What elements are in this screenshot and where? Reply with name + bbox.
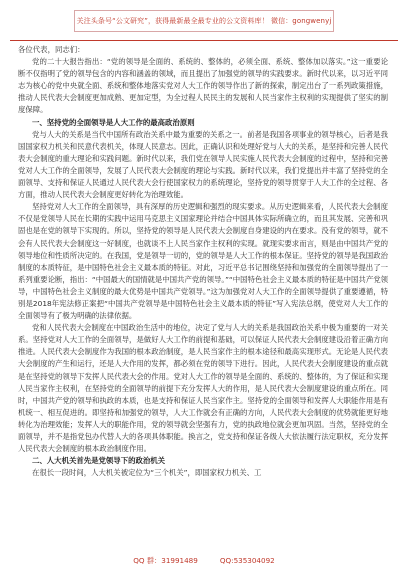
page-footer <box>0 556 408 570</box>
section1-paragraph-2: 坚持党对人大工作的全面领导，具有深厚的历史逻辑和强烈的现实要求。从历史逻辑来看，人民代表大会制度不仅是党领导人民在长期的实践中运用马克思主义国家理论并结合中国具体实际所确立的，而且其发展、完善和巩固也是在党的领导下实现的。所以，坚持党的领导是人民代表大会制度自身建设的内在要求。没有党的领导，就不会有人民代表大会制度这一好制度，也就谈不上人民当家作主权利的实现。就现实要求而言，则是由中国共产党的领导地位和性质所决定的。在我国，党是领导一切的，党的领导是人大工作的根本保证。坚持党的领导是我国政治制度的本质特征，是中国特色社会主义最本质的特征。对此，习近平总书记围绕坚持和加强党的全面领导提出了一系列重要论断，指出：“中国最大的国情就是中国共产党的领导。”“中国特色社会主义最本质的特征是中国共产党领导，中国特色社会主义制度的最大优势是中国共产党领导。”这为加强党对人大工作的全面领导提供了重要遵循，特别是2018年宪法修正案把“中国共产党领导是中国特色社会主义最本质的特征”写入宪法总纲，使党对人大工作的全面领导有了极为明确的法律依据。 <box>18 202 388 321</box>
section2-paragraph-1: 在很长一段时间，人大机关被定位为“三个机关”，即国家权力机关、工 <box>32 468 262 478</box>
header-banner <box>74 10 334 32</box>
footer-qq-group: QQ 群：31991489 <box>133 556 198 565</box>
header-divider <box>10 40 398 41</box>
section-heading-1: 一、坚持党的全面领导是人大工作的最高政治原则 <box>32 117 195 127</box>
header-banner-text: 关注头条号“公文研究”，获得最新最全最专业的公文资料库！ 微信：gongwenyj <box>76 17 332 25</box>
salutation: 各位代表，同志们： <box>18 45 85 54</box>
section-heading-2: 二、人大机关首先是党领导下的政治机关 <box>32 456 166 466</box>
footer-qq: QQ:535304092 <box>219 556 275 565</box>
section1-paragraph-1: 党与人大的关系是当代中国所有政治关系中最为重要的关系之一。前者是我国各项事业的领导核心，后者是我国国家权力机关和民意代表机关，体现人民意志。因此，正确认识和处理好党与人大的关系，是坚持和完善人民代表大会制度的重大理论和实践问题。新时代以来，我们党在领导人民实施人民代表大会制度的过程中，坚持和完善党对人大工作的全面领导，发展了人民代表大会制度的理论与实践。新时代以来，我们党提出并丰富了坚持党的全面领导、支持和保证人民通过人民代表大会行使国家权力的系统理论，坚持党的领导贯穿于人大工作的全过程、各方面，推动人民代表大会制度更好转化为治理效能。 <box>18 129 388 200</box>
intro-paragraph: 党的二十大报告指出：“党的领导是全面的、系统的、整体的，必须全面、系统、整体加以落实。”这一重要论断不仅指明了党的领导包含的内容和涵盖的领域，而且提出了加强党的领导的实践要求。新时代以来，以习近平同志为核心的党中央就全面、系统和整体地落实党对人大工作的领导作出了新的探索，制定出台了一系列政策措施，推动人民代表大会制度更加成熟、更加定型，为全过程人民民主的发展和人民当家作主权利的实现提供了坚实的制度保障。 <box>18 57 388 115</box>
document-body <box>18 44 388 479</box>
section1-paragraph-3: 党和人民代表大会制度在中国政治生活中的地位，决定了党与人大的关系是我国政治关系中极为重要的一对关系。坚持党对人大工作的全面领导，是做好人大工作的前提和基础，可以保证人民代表大会制度建设沿着正确方向推进。人民代表大会制度作为我国的根本政治制度，是人民当家作主的根本途径和最高实现形式。无论是人民代表大会制度的产生和运行，还是人大作用的发挥，都必须在党的领导下进行。因此，人民代表大会制度建设的重点就是在坚持党的领导下发挥人民代表大会的作用。党对人大工作的领导是全面的、系统的、整体的，为了保证和实现人民当家作主权利，在坚持党的全面领导的前提下充分发挥人大的作用，是人民代表大会制度建设的重点所在。同时，中国共产党的领导和执政的本质，也是支持和保证人民当家作主。坚持党的全面领导和发挥人大职能作用是有机统一、相互促进的。即坚持和加强党的领导，人大工作就会有正确的方向，人民代表大会制度的优势就能更好地转化为治理效能；发挥人大的职能作用，党的领导就会坚强有力，党的执政地位就会更加巩固。当然，坚持党的全面领导，并不是指党包办代替人大的各项具体职能。换言之，党支持和保证各级人大依法履行法定职权，充分发挥人民代表大会制度的根本政治制度作用。 <box>18 323 388 454</box>
